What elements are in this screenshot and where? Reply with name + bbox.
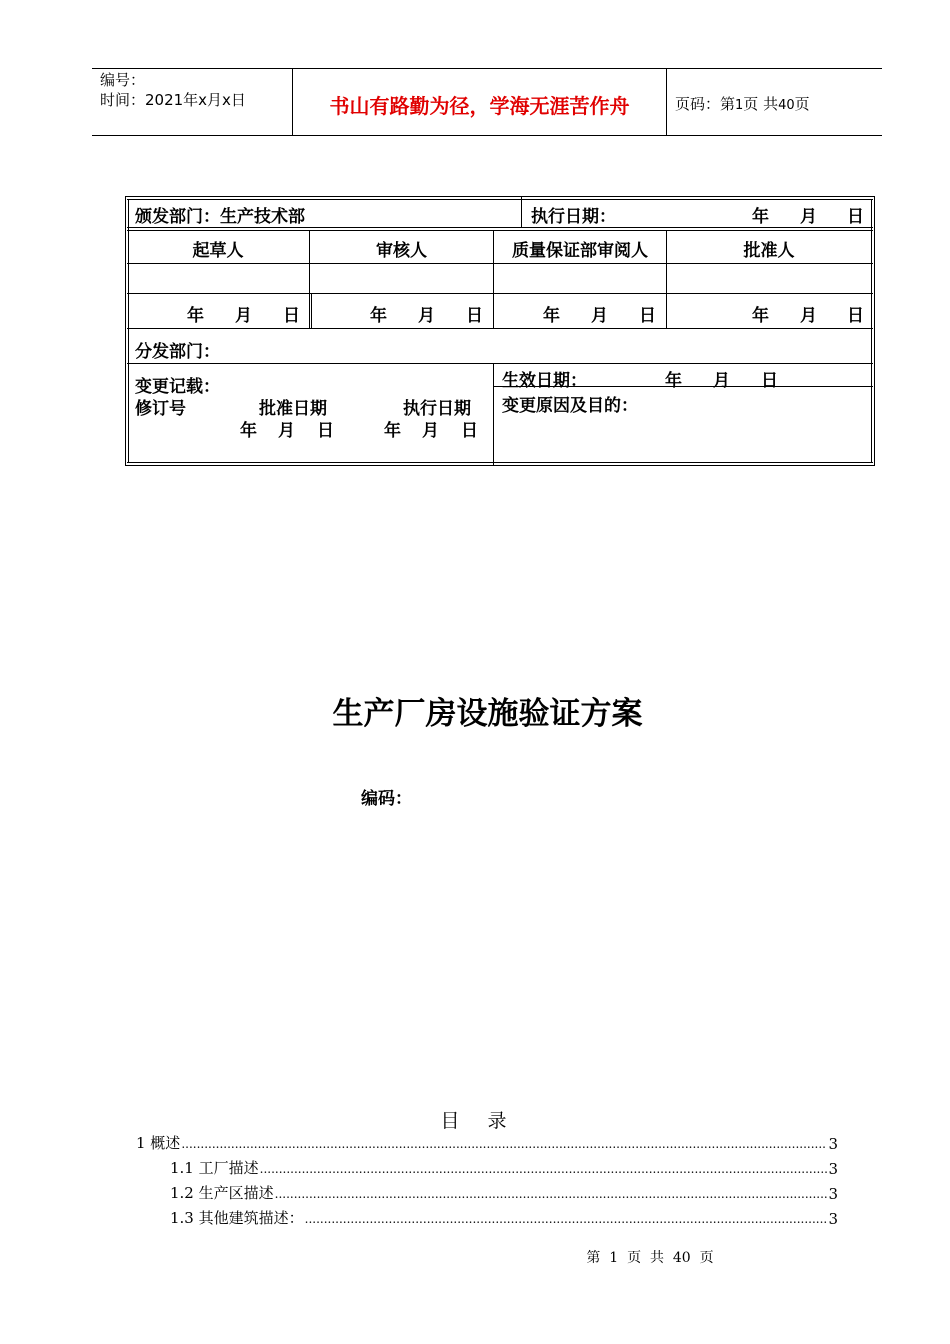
toc-item-page: 3 [828,1185,838,1203]
change-record-label: 变更记载： [135,377,220,397]
header-bottom-rule [92,135,882,136]
toc-item[interactable] [170,1156,838,1178]
effective-year: 年 [665,371,682,391]
change-exec-date-label: 执行日期 [403,399,471,419]
qa-reviewer-label: 质量保证部审阅人 [512,241,648,261]
approval-day: 日 [317,421,334,441]
header-meta [100,70,246,110]
toc-item-label: 1.3 其他建筑描述： [170,1209,304,1227]
qa-month: 月 [591,306,608,326]
change-reason-label: 变更原因及目的： [502,396,638,416]
toc-item[interactable] [170,1181,838,1203]
header-divider-2 [666,68,667,135]
drafter-label: 起草人 [192,241,244,261]
toc-item[interactable] [170,1206,838,1228]
reviewer-label: 审核人 [376,241,427,261]
toc-leader-dots [275,1187,828,1201]
approval-date-label: 批准日期 [259,399,327,419]
reviewer-day: 日 [466,306,483,326]
toc-leader-dots [305,1212,828,1226]
qa-year: 年 [543,306,560,326]
distribution-dept: 分发部门： [135,342,220,362]
header-page-prefix: 页码：第 [675,95,736,113]
reviewer-year: 年 [370,306,387,326]
toc-item-page: 3 [828,1160,838,1178]
exec-month: 月 [800,207,817,227]
exec-year: 年 [752,207,769,227]
revision-no-label: 修订号 [135,399,186,419]
approver-label: 批准人 [743,241,795,261]
exec-day: 日 [847,207,864,227]
header-page-mid: 页 共 [743,95,779,113]
toc-item-label: 1.2 生产区描述 [170,1184,274,1202]
header-top-rule [92,68,882,69]
toc-item-label: 1.1 工厂描述 [170,1159,259,1177]
header-time: 时间：2021年x月x日 [100,91,246,109]
approver-year: 年 [752,306,769,326]
drafter-day: 日 [283,306,300,326]
drafter-year: 年 [187,306,204,326]
header-page-num: 1 [735,98,744,113]
toc-leader-dots [260,1162,828,1176]
qa-day: 日 [639,306,656,326]
approval-month: 月 [278,421,295,441]
change-exec-month: 月 [422,421,439,441]
toc-item-page: 3 [828,1135,838,1153]
drafter-month: 月 [235,306,252,326]
toc-item-label: 1 概述 [136,1134,181,1152]
toc-leader-dots [181,1137,827,1151]
header-page-total: 40 [778,98,795,113]
issuing-dept: 颁发部门：生产技术部 [135,207,305,227]
header-page-suffix: 页 [794,95,810,113]
approver-month: 月 [800,306,817,326]
document-title: 生产厂房设施验证方案 [332,696,643,732]
reviewer-month: 月 [418,306,435,326]
toc-item-page: 3 [828,1210,838,1228]
document-code-label: 编码： [361,789,412,809]
change-exec-day: 日 [461,421,478,441]
approver-day: 日 [847,306,864,326]
approval-form [125,196,875,466]
change-exec-year: 年 [384,421,401,441]
toc-title: 目录 [440,1110,535,1132]
toc-item[interactable] [136,1131,838,1153]
effective-day: 日 [761,371,778,391]
header-number: 编号： [100,71,146,89]
header-page-info [675,93,810,114]
header-motto: 书山有路勤为径，学海无涯苦作舟 [329,94,630,118]
effective-month: 月 [713,371,730,391]
exec-date-label: 执行日期： [531,207,616,227]
page-footer: 第 1 页 共 40 页 [586,1250,714,1266]
effective-date-label: 生效日期： [502,371,587,391]
approval-year: 年 [240,421,257,441]
